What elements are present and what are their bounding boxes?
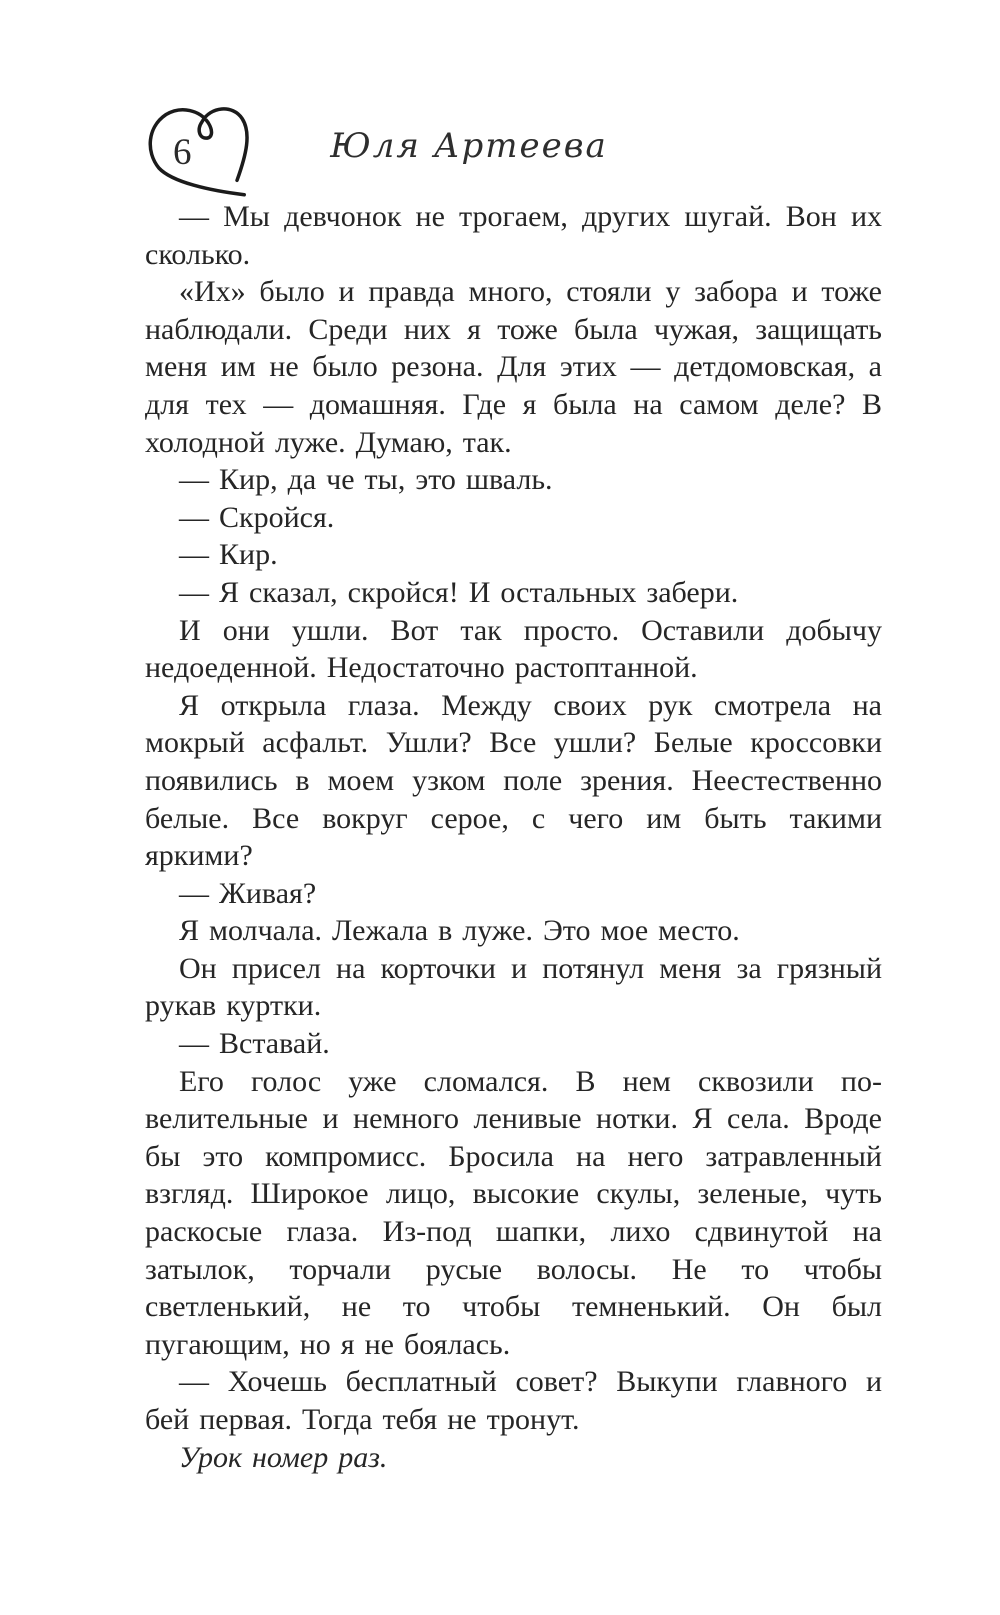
paragraph: И они ушли. Вот так просто. Оставили добычу недоеденной. Недостаточно растоптанной.: [145, 613, 882, 685]
page-number-heart-frame: [138, 96, 262, 204]
paragraph: «Их» было и правда много, стояли у забора и тоже наблюдали. Среди них я тоже была чужая, защищать меня им не было резона. Для этих — детдомовская, а для тех — домашняя. Где я была на самом деле? В холодной луже. Думаю, так.: [145, 275, 882, 459]
paragraph: Он присел на корточки и потянул меня за грязный рукав куртки.: [145, 951, 882, 1023]
paragraph: — Вставай.: [179, 1027, 330, 1061]
paragraph: — Кир.: [179, 538, 278, 572]
author-header: Юля Артеева: [330, 126, 608, 166]
paragraph: Я открыла глаза. Между своих рук смотрела на мокрый асфальт. Ушли? Все ушли? Белые кроссовки появились в моем узком поле зрения. Неестественно белые. Все вокруг серое, с чего им быть такими яркими?: [145, 688, 882, 873]
paragraph: — Хочешь бесплатный совет? Выкупи главного и бей первая. Тогда тебя не тронут.: [145, 1365, 882, 1436]
page-number: 6: [173, 132, 192, 173]
paragraph: Урок номер раз.: [179, 1440, 388, 1474]
paragraph: Его голос уже сломался. В нем сквозили повелительные и немного ленивые нотки. Я села. Вроде бы это компромисс. Бросила на него затравленный взгляд. Широкое лицо, высокие скулы, зеленые, чуть раскосые глаза. Из-под шапки, лихо сдвинутой на затылок, торчали русые волосы. Не то чтобы светленький, не то чтобы темненький. Он был пугающим, но я не боялась.: [145, 1064, 882, 1361]
paragraph: Я молчала. Лежала в луже. Это мое место.: [179, 914, 740, 948]
paragraph: — Кир, да че ты, это шваль.: [179, 463, 553, 497]
paragraph: — Мы девчонок не трогаем, других шугай. Вон их сколько.: [145, 200, 882, 271]
heart-icon: [138, 96, 262, 204]
page-body: [145, 198, 882, 1476]
paragraph: — Живая?: [179, 876, 317, 910]
paragraph: — Я сказал, скройся! И остальных забери.: [179, 575, 739, 609]
paragraph: — Скройся.: [179, 500, 335, 534]
